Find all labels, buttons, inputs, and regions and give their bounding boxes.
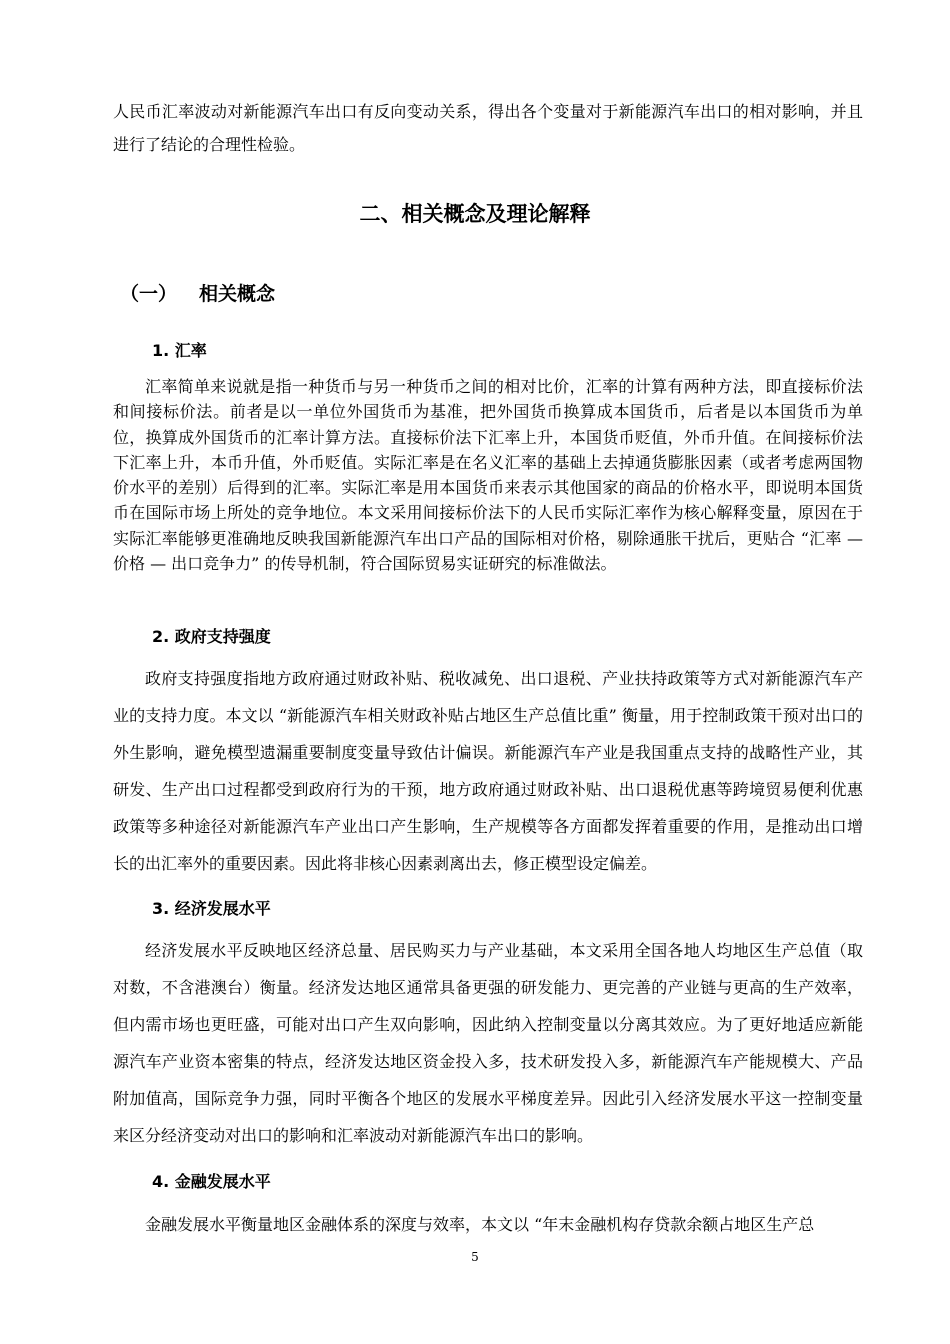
item-heading-economic-development: 3. 经济发展水平 bbox=[152, 899, 271, 918]
item-heading-financial-development: 4. 金融发展水平 bbox=[152, 1172, 271, 1191]
item-text-government-support: 政府支持强度指地方政府通过财政补贴、税收减免、出口退税、产业扶持政策等方式对新能源汽车产业的支持力度。本文以 “新能源汽车相关财政补贴占地区生产总值比重” 衡量，用于控制政策干预对出口的外生影响，避免模型遗漏重要制度变量导致估计偏误。新能源汽车产业是我国重点支持的战略性产业，其研发、生产出口过程都受到政府行为的干预，地方政府通过财政补贴、出口退税优惠等跨境贸易便利优惠政策等多种途径对新能源汽车产业出口产生影响，生产规模等各方面都发挥着重要的作用，是推动出口增长的出汇率外的重要因素。因此将非核心因素剥离出去，修正模型设定偏差。 bbox=[113, 669, 863, 873]
subsection-number: （一） bbox=[120, 283, 178, 305]
item-text-economic-development: 经济发展水平反映地区经济总量、居民购买力与产业基础，本文采用全国各地人均地区生产总值（取对数，不含港澳台）衡量。经济发达地区通常具备更强的研发能力、更完善的产业链与更高的生产效率，但内需市场也更旺盛，可能对出口产生双向影响，因此纳入控制变量以分离其效应。为了更好地适应新能源汽车产业资本密集的特点，经济发达地区资金投入多，技术研发投入多，新能源汽车产能规模大、产品附加值高，国际竞争力强，同时平衡各个地区的发展水平梯度差异。因此引入经济发展水平这一控制变量来区分经济变动对出口的影响和汇率波动对新能源汽车出口的影响。 bbox=[113, 941, 863, 1145]
item-heading-exchange-rate: 1. 汇率 bbox=[152, 341, 207, 360]
section-title: 二、相关概念及理论解释 bbox=[359, 202, 591, 226]
page-number: 5 bbox=[471, 1250, 479, 1264]
intro-paragraph: 人民币汇率波动对新能源汽车出口有反向变动关系，得出各个变量对于新能源汽车出口的相对影响，并且进行了结论的合理性检验。 bbox=[113, 102, 863, 154]
item-text-exchange-rate: 汇率简单来说就是指一种货币与另一种货币之间的相对比价，汇率的计算有两种方法，即直接标价法和间接标价法。前者是以一单位外国货币为基准，把外国货币换算成本国货币，后者是以本国货币为单位，换算成外国货币的汇率计算方法。直接标价法下汇率上升，本国货币贬值，外币升值。在间接标价法下汇率上升，本币升值，外币贬值。实际汇率是在名义汇率的基础上去掉通货膨胀因素（或者考虑两国物价水平的差别）后得到的汇率。实际汇率是用本国货币来表示其他国家的商品的价格水平，即说明本国货币在国际市场上所处的竞争地位。本文采用间接标价法下的人民币实际汇率作为核心解释变量，原因在于实际汇率能够更准确地反映我国新能源汽车出口产品的国际相对价格，剔除通胀干扰后，更贴合 “汇率 — 价格 — 出口竞争力” 的传导机制，符合国际贸易实证研究的标准做法。 bbox=[113, 377, 863, 574]
item-heading-government-support: 2. 政府支持强度 bbox=[152, 627, 271, 646]
item-text-financial-development: 金融发展水平衡量地区金融体系的深度与效率，本文以 “年末金融机构存贷款余额占地区生产总 bbox=[145, 1215, 815, 1234]
subsection-heading bbox=[120, 279, 275, 306]
subsection-title: 相关概念 bbox=[199, 283, 276, 305]
